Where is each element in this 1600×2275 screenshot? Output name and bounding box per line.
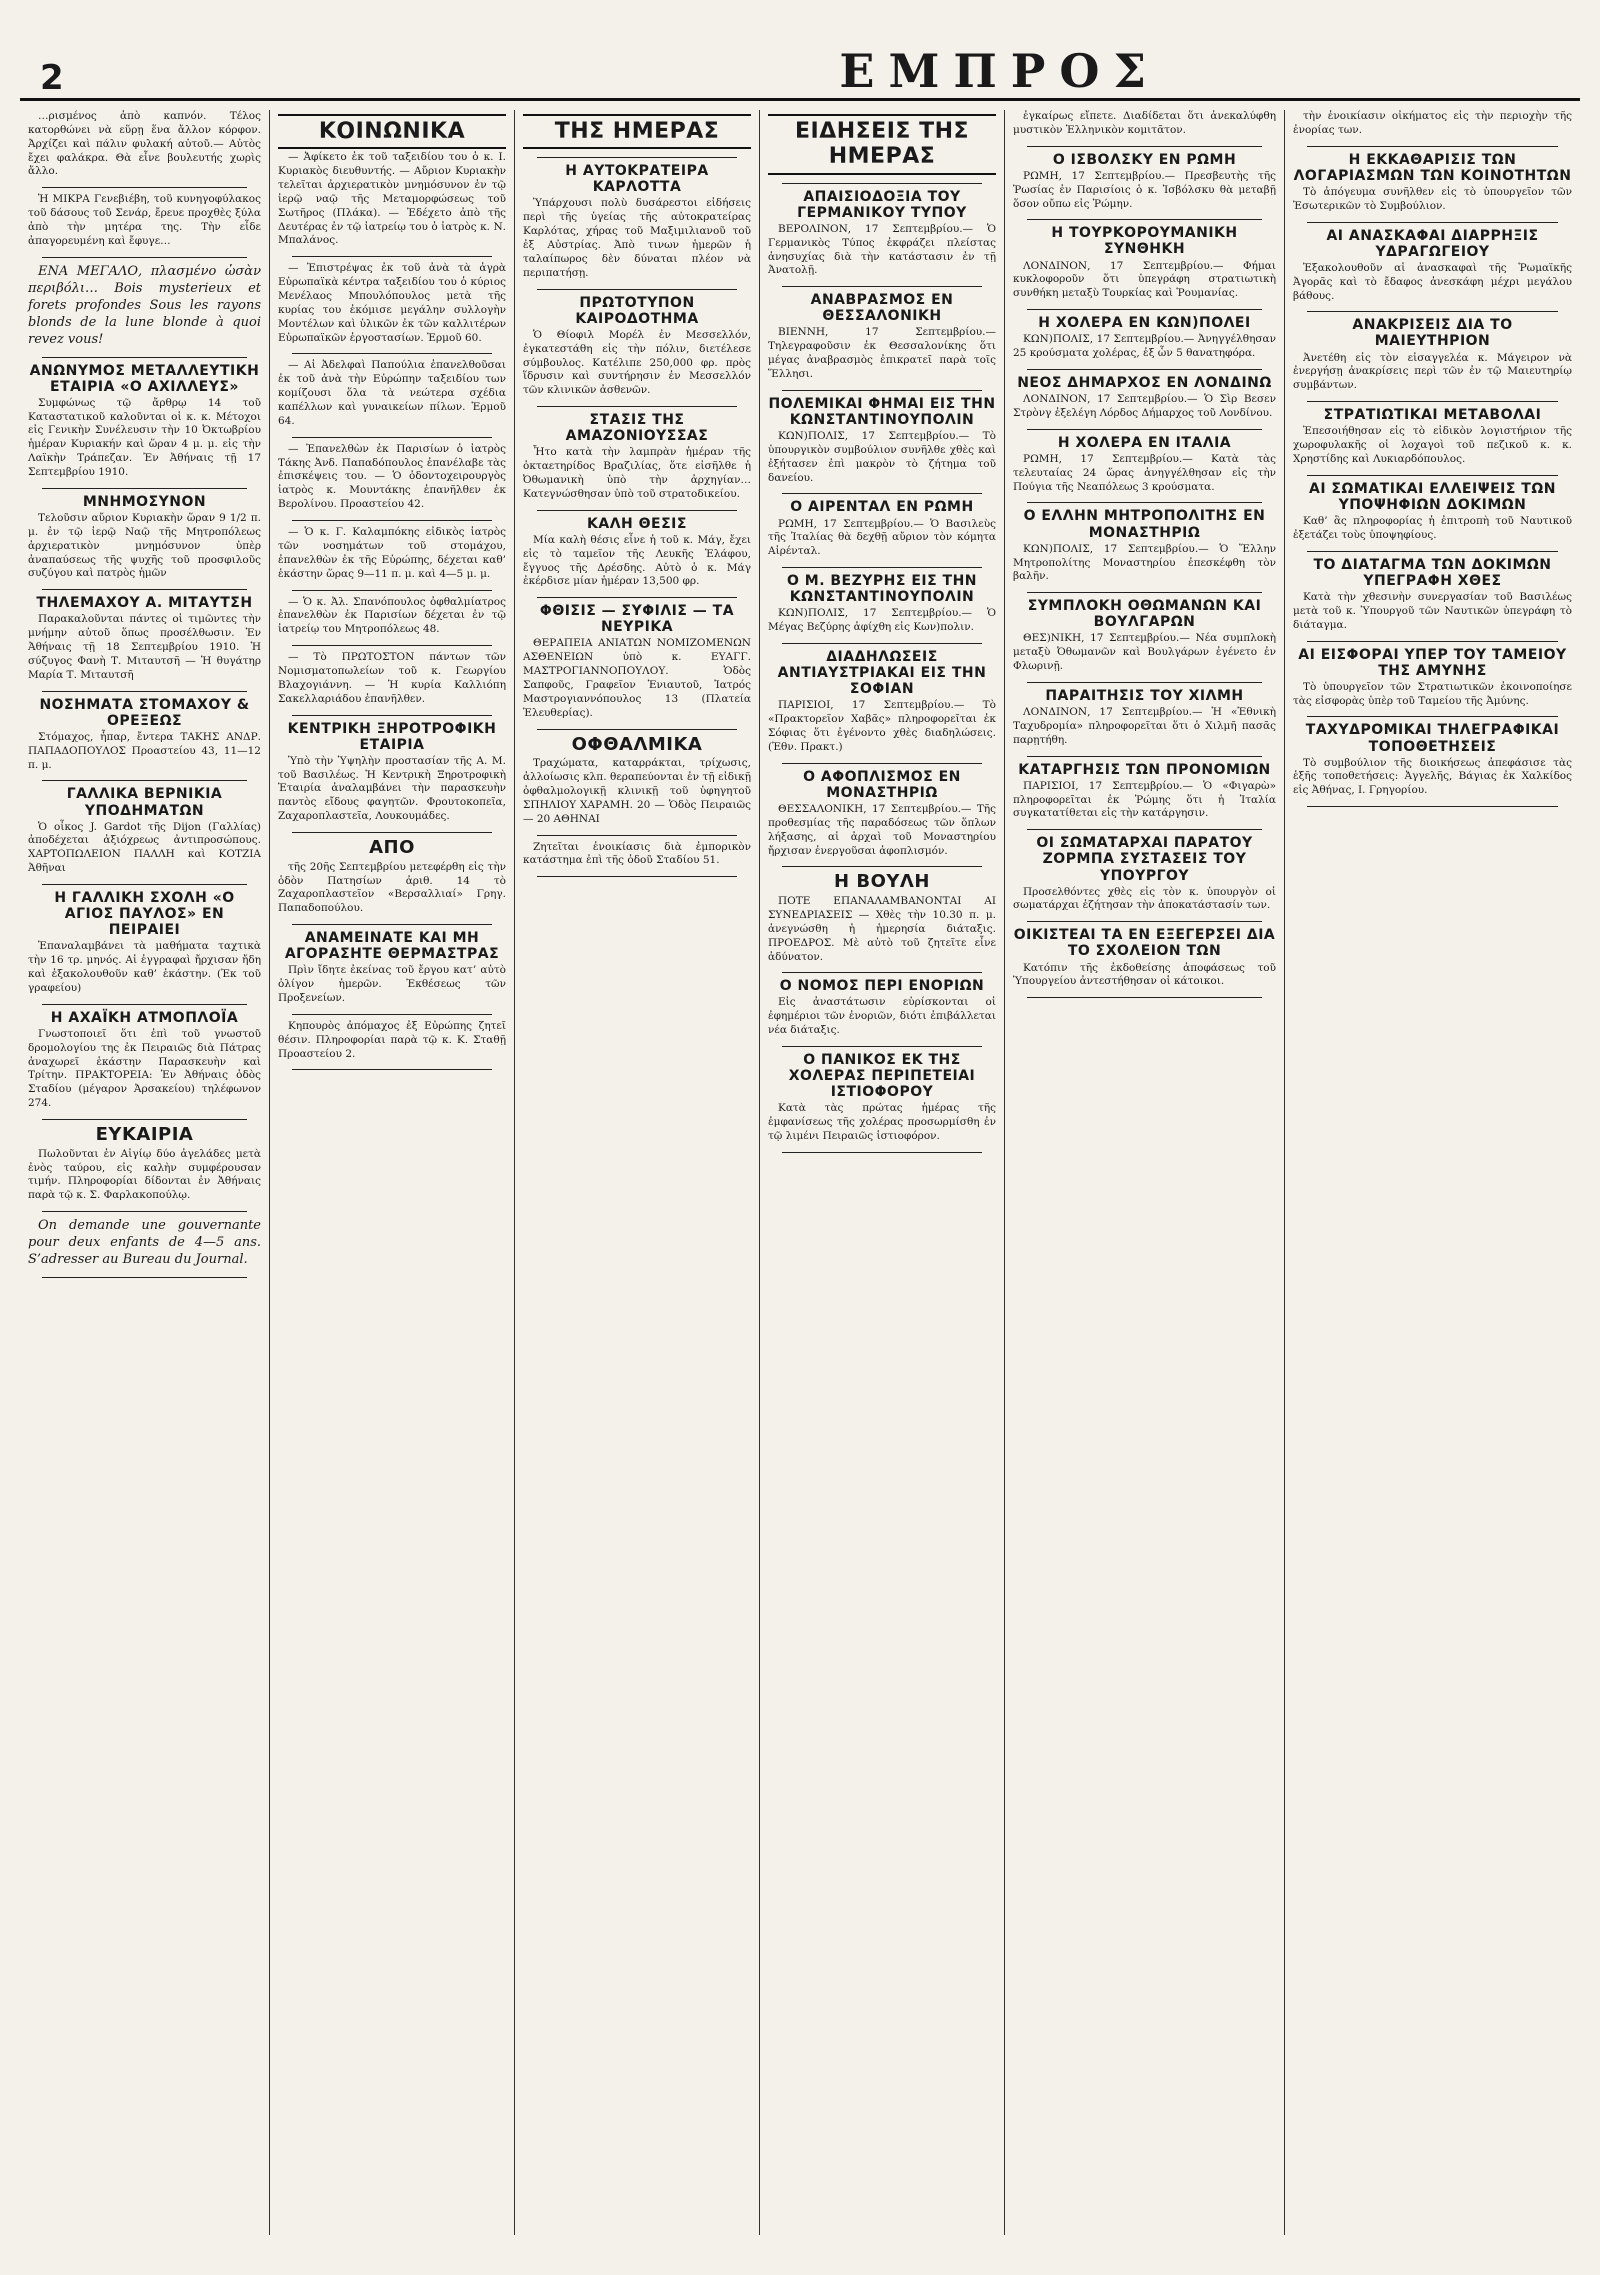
article-heading: ΣΥΜΠΛΟΚΗ ΟΘΩΜΑΝΩΝ ΚΑΙ ΒΟΥΛΓΑΡΩΝ bbox=[1027, 598, 1262, 631]
article-heading: ΟΙΚΙΣΤΕΑΙ ΤΑ ΕΝ ΕΞΕΓΕΡΣΕΙ ΔΙΑ ΤΟ ΣΧΟΛΕΙΟΝ ΤΩΝ bbox=[1013, 927, 1276, 960]
separator-rule bbox=[42, 691, 247, 692]
separator-rule bbox=[1027, 146, 1262, 147]
article-heading: ΓΑΛΛΙΚΑ ΒΕΡΝΙΚΙΑ ΥΠΟΔΗΜΑΤΩΝ bbox=[66, 786, 223, 819]
article-heading: Η ΑΥΤΟΚΡΑΤΕΙΡΑ ΚΑΡΛΟΤΤΑ bbox=[565, 163, 709, 196]
article-heading: Η ΤΟΥΡΚΟΡΟΥΜΑΝΙΚΗ ΣΥΝΘΗΚΗ bbox=[1051, 225, 1238, 258]
article-heading: Ο Μ. ΒΕΖΥΡΗΣ ΕΙΣ ΤΗΝ ΚΩΝΣΤΑΝΤΙΝΟΥΠΟΛΙΝ bbox=[786, 573, 978, 606]
separator-rule bbox=[42, 1004, 247, 1005]
separator-rule bbox=[292, 437, 492, 438]
article-heading: Η ΕΚΚΑΘΑΡΙΣΙΣ ΤΩΝ ΛΟΓΑΡΙΑΣΜΩΝ ΤΩΝ ΚΟΙΝΟΤΗΤΩΝ bbox=[1293, 151, 1572, 184]
separator-rule bbox=[782, 390, 982, 391]
article-heading: ΑΝΑΜΕΙΝΑΤΕ ΚΑΙ ΜΗ ΑΓΟΡΑΣΗΤΕ ΘΕΡΜΑΣΤΡΑΣ bbox=[284, 930, 500, 963]
separator-rule bbox=[537, 835, 737, 836]
article-text: — Ἐπιστρέψας ἐκ τοῦ ἀνὰ τὰ ἀγρὰ Εὐρωπαϊκὰ κέντρα ταξειδίου του ὁ κύριος Μενέλαος Μπουλόπουλος μετὰ τῆς κυρίας του ἐκόμισε μεγάλην συλλογὴν Μοντέλων καὶ ὑλικῶν ἐκ τῶν καλλιτέρων Εὐρωπαϊκῶν ἐργοστασίων. Ἑρμοῦ 60. bbox=[278, 262, 506, 344]
separator-rule bbox=[782, 643, 982, 644]
article-heading: Η ΒΟΥΛΗ bbox=[834, 871, 930, 893]
article-text: ΠΟΤΕ ΕΠΑΝΑΛΑΜΒΑΝΟΝΤΑΙ ΑΙ ΣΥΝΕΔΡΙΑΣΕΙΣ — Χθὲς τὴν 10.30 π. μ. ἀνεγνώσθη ἡ ἡμερησία διάταξις. ΠΡΟΕΔΡΟΣ. Μὲ αὐτὸ τοῦ ζητεῖτε εἶνε ἀδύνατον. bbox=[768, 895, 996, 963]
separator-rule bbox=[782, 183, 982, 184]
page-number: 2 bbox=[40, 58, 64, 98]
article-heading: Η ΧΟΛΕΡΑ ΕΝ ΚΩΝ)ΠΟΛΕΙ bbox=[1038, 315, 1251, 332]
article bbox=[1293, 557, 1572, 633]
article bbox=[523, 735, 751, 827]
separator-rule bbox=[42, 187, 247, 188]
separator-rule bbox=[1027, 756, 1262, 757]
article bbox=[278, 526, 506, 581]
separator-rule bbox=[292, 924, 492, 925]
article-text: Ἦτο κατὰ τὴν λαμπρὰν ἡμέραν τῆς ὀκταετηρίδος Βραζιλίας, ὅτε εἰσῆλθε ἡ Ὀθωμανικὴ ὑπὸ τὴν ἀρχηγίαν… Κατεγνώσθησαν ὑπὸ τοῦ στρατοδικείου. bbox=[523, 446, 751, 500]
article-text: …ρισμένος ἀπὸ καπνόν. Τέλος κατορθώνει νὰ εὕρῃ ἕνα ἄλλον κόρφον. Ἀρχίζει καὶ πάλιν φυλακή αὐτοῦ.— Αὐτὸς ἔχει φαλάκρα. Θὰ εἶνε βουλευτής χωρὶς ἄλλο. bbox=[28, 110, 261, 178]
article bbox=[1013, 152, 1276, 212]
article bbox=[1293, 647, 1572, 709]
article bbox=[28, 193, 261, 248]
separator-rule bbox=[782, 972, 982, 973]
article-text: Γνωστοποιεῖ ὅτι ἐπὶ τοῦ γνωστοῦ δρομολογίου της ἐκ Πειραιῶς διὰ Πάτρας ἀναχωρεῖ ἑκάστην Παρασκευὴν καὶ Τρίτην. ΠΡΑΚΤΟΡΕΙΑ: Ἐν Ἀθήναις ὁδὸς Σταδίου (μέγαρον Ἀρσακείου) τηλέφωνον 274. bbox=[28, 1027, 261, 1110]
separator-rule bbox=[1307, 222, 1558, 223]
column-2 bbox=[270, 110, 515, 2235]
article-text: ΒΙΕΝΝΗ, 17 Σεπτεμβρίου.— Τηλεγραφοῦσιν ἐκ Θεσσαλονίκης ὅτι μέγας ἀναβρασμὸς ἐπικρατεῖ παρὰ τοῖς Ἕλλησι. bbox=[768, 326, 996, 380]
article-text: Τὸ ὑπουργεῖον τῶν Στρατιωτικῶν ἐκοινοποίησε τὰς εἰσφορὰς ὑπὲρ τοῦ Ταμείου τῆς Ἀμύνης. bbox=[1293, 680, 1572, 707]
separator-rule bbox=[292, 590, 492, 591]
separator-rule bbox=[1027, 829, 1262, 830]
article-heading: Η ΧΟΛΕΡΑ ΕΝ ΙΤΑΛΙΑ bbox=[1057, 434, 1232, 451]
article-text: Συμφώνως τῷ ἄρθρῳ 14 τοῦ Καταστατικοῦ καλοῦνται οἱ κ. κ. Μέτοχοι εἰς Γενικὴν Συνέλευσιν τὴν 10 Ὀκτωβρίου ἡμέραν Κυριακήν καὶ ὥραν 4 μ. μ. εἰς τὴν Λαϊκὴν Τράπεζαν. Ἐν Ἀθήναις τῇ 17 Σεπτεμβρίου 1910. bbox=[28, 396, 261, 478]
newspaper-page bbox=[20, 20, 1580, 2235]
article-heading: Ο ΕΛΛΗΝ ΜΗΤΡΟΠΟΛΙΤΗΣ ΕΝ ΜΟΝΑΣΤΗΡΙΩ bbox=[1023, 508, 1266, 541]
article-heading: ΔΙΑΔΗΛΩΣΕΙΣ ΑΝΤΙΑΥΣΤΡΙΑΚΑΙ ΕΙΣ ΤΗΝ ΣΟΦΙΑΝ bbox=[777, 649, 987, 698]
separator-rule bbox=[42, 589, 247, 590]
article bbox=[1013, 598, 1276, 674]
article-text: ἐγκαίρως εἴπετε. Διαδίδεται ὅτι ἀνεκαλύφθη μυστικὸν Ἑλληνικὸν κομιτᾶτον. bbox=[1013, 110, 1276, 136]
separator-rule bbox=[1307, 146, 1558, 147]
article bbox=[278, 651, 506, 706]
article bbox=[278, 596, 506, 638]
article-heading: ΑΠΑΙΣΙΟΔΟΞΙΑ ΤΟΥ ΓΕΡΜΑΝΙΚΟΥ ΤΥΠΟΥ bbox=[797, 188, 967, 221]
article bbox=[278, 721, 506, 824]
article-text: ΠΑΡΙΣΙΟΙ, 17 Σεπτεμβρίου.— Τὸ «Πρακτορεῖον Χαβᾶς» πληροφορεῖται ἐκ Σόφιας ὅτι ἐγένοντο χθὲς διαδηλώσεις. (Ἐθν. Πρακτ.) bbox=[768, 699, 996, 753]
article-heading: ΑΙ ΣΩΜΑΤΙΚΑΙ ΕΛΛΕΙΨΕΙΣ ΤΩΝ ΥΠΟΨΗΦΙΩΝ ΔΟΚΙΜΩΝ bbox=[1309, 480, 1556, 513]
article-text: Ἐπαναλαμβάνει τὰ μαθήματα ταχτικὰ τὴν 16 τρ. μηνός. Αἱ ἐγγραφαὶ ἤρχισαν ἤδη καὶ ἐξακολουθοῦν καθ’ ἑκάστην. (Ἐκ τοῦ γραφείου) bbox=[28, 940, 261, 994]
article-text: ΚΩΝ)ΠΟΛΙΣ, 17 Σεπτεμβρίου.— Ἀνηγγέλθησαν 25 κρούσματα χολέρας, ἐξ ὧν 5 θανατηφόρα. bbox=[1013, 333, 1276, 360]
article-text: On demande une gouvernante pour deux enfants de 4—5 ans. S’adresser au Bureau du Journal. bbox=[28, 1218, 261, 1268]
article-heading: ΤΗΛΕΜΑΧΟΥ Α. ΜΙΤΑΥΤΣΗ bbox=[36, 595, 253, 612]
separator-rule bbox=[1027, 592, 1262, 593]
article-heading: Ο ΠΑΝΙΚΟΣ ΕΚ ΤΗΣ ΧΟΛΕΡΑΣ ΠΕΡΙΠΕΤΕΙΑΙ ΙΣΤΙΟΦΟΡΟΥ bbox=[788, 1052, 976, 1101]
separator-rule bbox=[1027, 369, 1262, 370]
separator-rule bbox=[292, 1069, 492, 1070]
article bbox=[28, 263, 261, 349]
separator-rule bbox=[1307, 641, 1558, 642]
article-text: Ζητεῖται ἐνοικίασις διὰ ἐμπορικὸν κατάστημα ἐπὶ τῆς ὁδοῦ Σταδίου 51. bbox=[523, 840, 751, 867]
separator-rule bbox=[782, 286, 982, 287]
article-text: Τὸ συμβούλιον τῆς διοικήσεως ἀπεφάσισε τὰς ἑξῆς τοποθετήσεις: Ἀγγελῆς, Βάγιας ἐκ Χαλκίδος εἰς Ἀθήνας, Ι. Γρηγορίου. bbox=[1293, 756, 1572, 797]
article bbox=[768, 189, 996, 279]
separator-rule bbox=[782, 567, 982, 568]
separator-rule bbox=[782, 1152, 982, 1153]
separator-rule bbox=[42, 780, 247, 781]
separator-rule bbox=[292, 256, 492, 257]
article-text: ΛΟΝΔΙΝΟΝ, 17 Σεπτεμβρίου.— Ἡ «Ἐθνικὴ Ταχυδρομία» πληροφορεῖται ὅτι ὁ Χιλμῆ πασᾶς παρῃτήθη. bbox=[1013, 706, 1276, 746]
article-heading: ΚΑΤΑΡΓΗΣΙΣ ΤΩΝ ΠΡΟΝΟΜΙΩΝ bbox=[1018, 761, 1271, 778]
article-heading: ΠΑΡΑΙΤΗΣΙΣ ΤΟΥ ΧΙΛΜΗ bbox=[1045, 687, 1244, 704]
separator-rule bbox=[42, 257, 247, 258]
article-heading: ΑΙ ΕΙΣΦΟΡΑΙ ΥΠΕΡ ΤΟΥ ΤΑΜΕΙΟΥ ΤΗΣ ΑΜΥΝΗΣ bbox=[1298, 646, 1567, 679]
article-text: — Τὸ ΠΡΩΤΟΣΤΟΝ πάντων τῶν Νομισματοπωλείων τοῦ κ. Γεωργίου Βλαχογιάννη. — Ἡ κυρία Καλλιόπη Σακελλαριάδου ἐπανῆλθεν. bbox=[278, 651, 506, 705]
article-text: Ἡ ΜΙΚΡΑ Γενεβιέβη, τοῦ κυνηγοφύλακος τοῦ δάσους τοῦ Σενάρ, ἔρευε προχθὲς ξύλα ἀπὸ τὴν μητέρα της. Τὴν εἶδε ἀπαγορευμένη καὶ ἔφυγε… bbox=[28, 193, 261, 247]
article-heading: ΦΘΙΣΙΣ — ΣΥΦΙΛΙΣ — ΤΑ ΝΕΥΡΙΚΑ bbox=[539, 603, 735, 636]
separator-rule bbox=[782, 1046, 982, 1047]
article-text: ΠΑΡΙΣΙΟΙ, 17 Σεπτεμβρίου.— Ὁ «Φιγαρὼ» πληροφορεῖται ἐκ Ῥώμης ὅτι ἡ Ἰταλία συγκατατίθεται εἰς τὴν κατάργησιν. bbox=[1013, 779, 1276, 820]
article-text: ΕΝΑ ΜΕΓΑΛΟ, πλασμένο ὡσὰν περιβόλι… Bois mysterieux et forets profondes Sous les rayons blonds de la lune blonde à quoi revez vous! bbox=[28, 263, 261, 348]
separator-rule bbox=[1027, 997, 1262, 998]
separator-rule bbox=[292, 1014, 492, 1015]
article bbox=[1013, 315, 1276, 361]
article-text: Πωλοῦνται ἐν Αἰγίῳ δύο ἀγελάδες μετὰ ἐνὸς ταύρου, εἰς καλὴν συμφέρουσαν τιμήν. Πληροφορίαι δίδονται ἐν Ἀθήναις παρὰ τῷ κ. Σ. Φαρλακοπούλῳ. bbox=[28, 1147, 261, 1202]
article bbox=[28, 1125, 261, 1203]
article-text: Ἀνετέθη εἰς τὸν εἰσαγγελέα κ. Μάγειρον νὰ ἐνεργήσῃ ἀνακρίσεις περὶ τῶν ἐν τῷ Μαιευτηρίῳ συμβάντων. bbox=[1293, 351, 1572, 392]
article bbox=[768, 114, 996, 175]
article-text: Ὁ οἶκος J. Gardot τῆς Dijon (Γαλλίας) ἀποδέχεται ἀξιόχρεως ἀντιπροσώπους. ΧΑΡΤΟΠΩΛΕΙΟΝ ΠΑΛΛΗ καὶ ΚΟΤΖΙΑ Ἀθῆναι bbox=[28, 820, 261, 875]
article bbox=[278, 114, 506, 248]
separator-rule bbox=[292, 353, 492, 354]
article bbox=[1013, 435, 1276, 495]
article-text: Ὑπάρχουσι πολὺ δυσάρεστοι εἰδήσεις περὶ τῆς ὑγείας τῆς αὐτοκρατείρας Καρλότας, χήρας τοῦ Μαξιμιλιανοῦ τοῦ ἐξ Αὐστρίας. Ἀπὸ τινων ἡμερῶν ἡ ταλαίπωρος δὲν δύναται πλέον νὰ περιπατήσῃ. bbox=[523, 197, 751, 279]
article-text: Εἰς ἀναστάτωσιν εὑρίσκονται οἱ ἐφημέριοι τῶν ἐνοριῶν, διότι ἐπιβάλλεται νέα διάταξις. bbox=[768, 996, 996, 1037]
separator-rule bbox=[292, 520, 492, 521]
article-heading: ΑΠΟ bbox=[369, 837, 415, 858]
article bbox=[278, 930, 506, 1006]
separator-rule bbox=[1307, 716, 1558, 717]
article-text: Τὸ ἀπόγευμα συνῆλθεν εἰς τὸ ὑπουργεῖον τῶν Ἐσωτερικῶν τὸ Συμβούλιον. bbox=[1293, 185, 1572, 212]
article bbox=[523, 841, 751, 869]
separator-rule bbox=[42, 1277, 247, 1278]
article-text: Προσελθόντες χθὲς εἰς τὸν κ. ὑπουργὸν οἱ σωματάρχαι ἐζήτησαν τὴν ἀποκατάστασίν των. bbox=[1013, 885, 1276, 912]
separator-rule bbox=[537, 289, 737, 290]
separator-rule bbox=[537, 510, 737, 511]
article-text: — Ἀφίκετο ἐκ τοῦ ταξειδίου του ὁ κ. Ι. Κυριακὸς διευθυντής. — Αὔριον Κυριακὴν τελεῖται ἀρχιερατικὸν μνημόσυνον ἐν τῷ ἱερῷ ναῷ τῆς Μεταμορφώσεως τοῦ Σωτῆρος (Πλάκα). — Ἐδέχετο ἀπὸ τῆς Δευτέρας ἐν τῷ ἰατρείῳ του ὁ ἰατρὸς κ. Ν. Μπαλάνος. bbox=[278, 151, 506, 247]
article-text: ΡΩΜΗ, 17 Σεπτεμβρίου.— Ὁ Βασιλεὺς τῆς Ἰταλίας θὰ δεχθῇ αὔριον τὸν κόμητα Αἰρένταλ. bbox=[768, 517, 996, 558]
article-heading: ΤΗΣ ΗΜΕΡΑΣ bbox=[523, 114, 751, 149]
article-heading: ΚΟΙΝΩΝΙΚΑ bbox=[278, 114, 506, 149]
article bbox=[28, 1010, 261, 1111]
article-heading: Ο ΑΙΡΕΝΤΑΛ ΕΝ ΡΩΜΗ bbox=[790, 499, 974, 516]
article-heading: ΑΝΑΒΡΑΣΜΟΣ ΕΝ ΘΕΣΣΑΛΟΝΙΚΗ bbox=[810, 292, 954, 325]
article-heading: ΟΦΘΑΛΜΙΚΑ bbox=[571, 733, 703, 755]
separator-rule bbox=[1027, 429, 1262, 430]
article bbox=[28, 363, 261, 480]
separator-rule bbox=[537, 729, 737, 730]
article-text: Καθ’ ἃς πληροφορίας ἡ ἐπιτροπὴ τοῦ Ναυτικοῦ ἐξετάζει τοὺς ὑποψηφίους. bbox=[1293, 515, 1572, 541]
separator-rule bbox=[1307, 311, 1558, 312]
article bbox=[1293, 110, 1572, 138]
article bbox=[28, 494, 261, 581]
article-text: Στόμαχος, ἧπαρ, ἔντερα ΤΑΚΗΣ ΑΝΔΡ. ΠΑΠΑΔΟΠΟΥΛΟΣ Προαστείου 43, 11—12 π. μ. bbox=[28, 730, 261, 771]
article-text: Ὑπὸ τὴν Ὑψηλὴν προστασίαν τῆς Α. Μ. τοῦ Βασιλέως. Ἡ Κεντρικὴ Ξηροτροφικὴ Ἑταιρία ἀναλαμβάνει τὴν παρασκευὴν παντὸς εἴδους φαγητῶν. Φρουτοκοπεῖα, Ζαχαροπλαστεῖα, Λουκουμάδες. bbox=[278, 754, 506, 823]
article-heading: ΝΟΣΗΜΑΤΑ ΣΤΟΜΑΧΟΥ & ΟΡΕΞΕΩΣ bbox=[39, 696, 250, 729]
article-text: ΒΕΡΟΛΙΝΟΝ, 17 Σεπτεμβρίου.— Ὁ Γερμανικὸς Τύπος ἐκφράζει πλείστας ἀνησυχίας διὰ τὴν κατάστασιν ἐν τῇ Ἀνατολῇ. bbox=[768, 222, 996, 277]
separator-rule bbox=[42, 1211, 247, 1212]
article-heading: ΠΡΩΤΟΤΥΠΟΝ ΚΑΙΡΟΔΟΤΗΜΑ bbox=[575, 294, 699, 327]
article-text: Παρακαλοῦνται πάντες οἱ τιμῶντες τὴν μνήμην αὐτοῦ ὅπως προσέλθωσιν. Ἐν Ἀθήναις τῇ 18 Σεπτεμβρίου 1910. Ἡ σύζυγος Φανὴ Τ. Μιταυτσῆ — Ἡ θυγάτηρ Μαρία Τ. Μιταυτσῆ bbox=[28, 613, 261, 681]
article-heading: ΠΟΛΕΜΙΚΑΙ ΦΗΜΑΙ ΕΙΣ ΤΗΝ ΚΩΝΣΤΑΝΤΙΝΟΥΠΟΛΙΝ bbox=[768, 395, 996, 428]
article bbox=[523, 114, 751, 149]
article-heading: Ο ΑΦΟΠΛΙΣΜΟΣ ΕΝ ΜΟΝΑΣΤΗΡΙΩ bbox=[803, 768, 961, 801]
article bbox=[523, 603, 751, 720]
article-text: Τελοῦσιν αὔριον Κυριακὴν ὥραν 9 1/2 π. μ. ἐν τῷ ἱερῷ Ναῷ τῆς Μητροπόλεως ἀρχιερατικὸν μνημόσυνον ὑπὲρ ἀναπαύσεως τῆς ψυχῆς τοῦ προσφιλοῦς συζύγου καὶ πατρὸς ἡμῶν bbox=[28, 511, 261, 580]
separator-rule bbox=[1307, 475, 1558, 476]
article bbox=[1293, 152, 1572, 214]
separator-rule bbox=[782, 866, 982, 867]
article-heading: ΑΝΩΝΥΜΟΣ ΜΕΤΑΛΛΕΥΤΙΚΗ ΕΤΑΙΡΙΑ «Ο ΑΧΙΛΛΕΥΣ» bbox=[29, 362, 260, 395]
article bbox=[28, 890, 261, 996]
article bbox=[523, 516, 751, 590]
article bbox=[278, 359, 506, 428]
article bbox=[278, 838, 506, 916]
article-heading: ΤΟ ΔΙΑΤΑΓΜΑ ΤΩΝ ΔΟΚΙΜΩΝ ΥΠΕΓΡΑΦΗ ΧΘΕΣ bbox=[1313, 556, 1552, 589]
article-text: Πρὶν ἴδητε ἐκείνας τοῦ ἔργου κατ’ αὐτὸ ὀλίγον ἡμερῶν. Ἐκθέσεως τῶν Προξενείων. bbox=[278, 964, 506, 1005]
separator-rule bbox=[537, 597, 737, 598]
article-heading: Η ΓΑΛΛΙΚΗ ΣΧΟΛΗ «Ο ΑΓΙΟΣ ΠΑΥΛΟΣ» ΕΝ ΠΕΙΡΑΙΕΙ bbox=[54, 890, 235, 939]
article bbox=[278, 262, 506, 345]
article-heading: ΕΥΚΑΙΡΙΑ bbox=[95, 1124, 194, 1145]
article bbox=[28, 595, 261, 682]
article-heading: ΑΙ ΑΝΑΣΚΑΦΑΙ ΔΙΑΡΡΗΞΙΣ ΥΔΡΑΓΩΓΕΙΟΥ bbox=[1326, 227, 1539, 260]
column-1 bbox=[20, 110, 270, 2235]
article bbox=[1013, 688, 1276, 748]
article-text: ΚΩΝ)ΠΟΛΙΣ, 17 Σεπτεμβρίου.— Ὁ Μέγας Βεζύρης ἀφίχθη εἰς Κων)πολιν. bbox=[768, 607, 996, 634]
article bbox=[768, 499, 996, 559]
article bbox=[768, 769, 996, 859]
article-text: ΡΩΜΗ, 17 Σεπτεμβρίου.— Πρεσβευτὴς τῆς Ῥωσίας ἐν Παρισίοις ὁ κ. Ἰσβόλσκυ θὰ μεταβῇ ὅσον οὔπω εἰς Ῥώμην. bbox=[1013, 169, 1276, 210]
column-4 bbox=[760, 110, 1005, 2235]
article bbox=[1013, 225, 1276, 301]
article-text: Κηπουρὸς ἀπόμαχος ἐξ Εὐρώπης ζητεῖ θέσιν. Πληροφορίαι παρὰ τῷ κ. Κ. Σταθῇ Προαστείου 2. bbox=[278, 1019, 506, 1060]
article-text: Τραχώματα, καταρράκται, τρίχωσις, ἀλλοίωσις κλπ. θεραπεύονται ἐν τῇ εἰδικῇ ὀφθαλμολογικῇ κλινικῇ τοῦ ὑφηγητοῦ ΣΠΗΛΙΟΥ ΧΑΡΑΜΗ. 20 — Ὁδὸς Πειραιῶς — 20 ΑΘΗΝΑΙ bbox=[523, 757, 751, 825]
article-heading: ΕΙΔΗΣΕΙΣ ΤΗΣ ΗΜΕΡΑΣ bbox=[768, 114, 996, 175]
article-text: — Αἱ Ἀδελφαὶ Παπούλια ἐπανελθοῦσαι ἐκ τοῦ ἀνὰ τὴν Εὐρώπην ταξειδίου των κομίζουσι ὅλα τὰ νεώτερα σχέδια καπέλλων καὶ γυναικείων πίλων. Ἑρμοῦ 64. bbox=[278, 359, 506, 427]
article bbox=[768, 1052, 996, 1144]
article-text: — Ὁ κ. Γ. Καλαμπόκης εἰδικὸς ἰατρὸς τῶν νοσημάτων τοῦ στομάχου, ἐπανελθὼν ἐκ τῆς Εὐρώπης, δέχεται καθ’ ἑκάστην ὥρας 9—11 π. μ. καὶ 4—5 μ. μ. bbox=[278, 526, 506, 580]
article bbox=[1013, 762, 1276, 822]
article-text: ΛΟΝΔΙΝΟΝ, 17 Σεπτεμβρίου.— Ὁ Σὶρ Βεσεν Στρὸνγ ἐξελέγη Λόρδος Δήμαρχος τοῦ Λονδίνου. bbox=[1013, 393, 1276, 419]
article bbox=[28, 697, 261, 773]
separator-rule bbox=[1027, 921, 1262, 922]
separator-rule bbox=[782, 493, 982, 494]
article-text: — Ὁ κ. Ἀλ. Σπανόπουλος ὀφθαλμίατρος ἐπανελθὼν ἐκ Παρισίων δέχεται ἐν τῷ ἰατρείῳ του Μητροπόλεως 48. bbox=[278, 595, 506, 636]
article bbox=[1013, 110, 1276, 138]
article bbox=[1013, 835, 1276, 913]
article-heading: ΝΕΟΣ ΔΗΜΑΡΧΟΣ ΕΝ ΛΟΝΔΙΝΩ bbox=[1017, 374, 1272, 391]
article-heading: ΑΝΑΚΡΙΣΕΙΣ ΔΙΑ ΤΟ ΜΑΙΕΥΤΗΡΙΟΝ bbox=[1352, 317, 1513, 350]
article bbox=[28, 110, 261, 179]
article bbox=[768, 978, 996, 1038]
article-text: ΡΩΜΗ, 17 Σεπτεμβρίου.— Κατὰ τὰς τελευταίας 24 ὥρας ἀνηγγέλθησαν εἰς τὴν Πούγια τῆς Νεαπόλεως 3 κρούσματα. bbox=[1013, 452, 1276, 493]
separator-rule bbox=[42, 884, 247, 885]
separator-rule bbox=[1027, 219, 1262, 220]
column-6 bbox=[1285, 110, 1580, 2235]
article-text: τὴν ἐνοικίασιν οἰκήματος εἰς τὴν περιοχὴν τῆς ἐνορίας των. bbox=[1293, 110, 1572, 136]
article bbox=[1293, 407, 1572, 467]
separator-rule bbox=[292, 645, 492, 646]
article-heading: ΣΤΑΣΙΣ ΤΗΣ ΑΜΑΖΟΝΙΟΥΣΣΑΣ bbox=[565, 412, 709, 445]
masthead bbox=[20, 20, 1580, 101]
article-heading: Ο ΝΟΜΟΣ ΠΕΡΙ ΕΝΟΡΙΩΝ bbox=[779, 978, 985, 995]
article-heading: Η ΑΧΑΪΚΗ ΑΤΜΟΠΛΟΪΑ bbox=[50, 1009, 239, 1026]
article-text: Κατὰ τὰς πρώτας ἡμέρας τῆς ἐμφανίσεως τῆς χολέρας προσωρμίσθη ἐν τῷ λιμένι Πειραιῶς ἱστιοφόρον. bbox=[768, 1102, 996, 1143]
article bbox=[278, 1020, 506, 1062]
article bbox=[1293, 722, 1572, 798]
article-heading: ΟΙ ΣΩΜΑΤΑΡΧΑΙ ΠΑΡΑΤΟΥ ΖΟΡΜΠΑ ΣΥΣΤΑΣΕΙΣ ΤΟΥ ΥΠΟΥΡΓΟΥ bbox=[1036, 835, 1253, 884]
article-text: τῆς 20ῆς Σεπτεμβρίου μετεφέρθη εἰς τὴν ὁδὸν Πατησίων ἀριθ. 14 τὸ Ζαχαροπλαστεῖον «Βερσαλλιαί» Γρηγ. Παπαδοπούλου. bbox=[278, 860, 506, 915]
article bbox=[768, 649, 996, 755]
article bbox=[1013, 927, 1276, 989]
article-text: Κατόπιν τῆς ἐκδοθείσης ἀποφάσεως τοῦ Ὑπουργείου ἀντεστήθησαν οἱ κάτοικοι. bbox=[1013, 961, 1276, 988]
article bbox=[768, 396, 996, 486]
separator-rule bbox=[1027, 502, 1262, 503]
article bbox=[1293, 317, 1572, 393]
article bbox=[523, 412, 751, 502]
article-text: Μία καλὴ θέσις εἶνε ἡ τοῦ κ. Μάγ, ἔχει εἰς τὸ ταμεῖον τῆς Λευκῆς Ἑλάφου, ἔγγυος τῆς Δρέσδης. Αὐτὸ ὁ κ. Μάγ ἐκέρδισε μίαν ἡμέραν 13,500 φρ. bbox=[523, 533, 751, 588]
column-5 bbox=[1005, 110, 1285, 2235]
article bbox=[1293, 228, 1572, 304]
separator-rule bbox=[537, 406, 737, 407]
separator-rule bbox=[42, 488, 247, 489]
separator-rule bbox=[1307, 401, 1558, 402]
columns bbox=[20, 110, 1580, 2235]
separator-rule bbox=[1307, 806, 1558, 807]
article-text: Ὁ Θίοφιλ Μορέλ ἐν Μεσσελλόν, ἐγκατεστάθη εἰς τὴν πόλιν, διετέλεσε σύμβουλος. Κατέλιπε 250,000 φρ. πρὸς ἵδρυσιν καὶ συντήρησιν ἐν Μεσσελλόν τῶν κλινικῶν ἀσθενῶν. bbox=[523, 328, 751, 397]
paper-name: ΕΜΠΡΟΣ bbox=[839, 44, 1160, 98]
article-text: ΚΩΝ)ΠΟΛΙΣ, 17 Σεπτεμβρίου.— Τὸ ὑπουργικὸν συμβούλιον συνῆλθε χθὲς καὶ ἐξήτασεν ἐπὶ μακρὸν τὸ ζήτημα τοῦ δανείου. bbox=[768, 430, 996, 484]
article bbox=[768, 292, 996, 382]
article bbox=[523, 295, 751, 398]
article-heading: ΚΕΝΤΡΙΚΗ ΞΗΡΟΤΡΟΦΙΚΗ ΕΤΑΙΡΙΑ bbox=[287, 720, 497, 753]
article-heading: ΣΤΡΑΤΙΩΤΙΚΑΙ ΜΕΤΑΒΟΛΑΙ bbox=[1323, 407, 1542, 424]
article-text: Ἐξακολουθοῦν αἱ ἀνασκαφαὶ τῆς Ῥωμαϊκῆς Ἀγορᾶς καὶ τὸ ἔδαφος ἀνεσκάφη μέχρι μεγάλου βάθους. bbox=[1293, 261, 1572, 302]
column-3 bbox=[515, 110, 760, 2235]
separator-rule bbox=[1307, 551, 1558, 552]
article-heading: ΚΑΛΗ ΘΕΣΙΣ bbox=[587, 515, 687, 532]
article bbox=[523, 163, 751, 280]
article bbox=[768, 573, 996, 635]
article-text: ΘΕΣ)ΝΙΚΗ, 17 Σεπτεμβρίου.— Νέα συμπλοκὴ μεταξὺ Ὀθωμανῶν καὶ Βουλγάρων ἐγένετο ἐν Φλωρινῇ. bbox=[1013, 632, 1276, 673]
article-text: ΘΕΡΑΠΕΙΑ ΑΝΙΑΤΩΝ ΝΟΜΙΖΟΜΕΝΩΝ ΑΣΘΕΝΕΙΩΝ ὑπὸ κ. ΕΥΑΓΓ. ΜΑΣΤΡΟΓΙΑΝΝΟΠΟΥΛΟΥ. Ὁδὸς Σαπφοῦς, Γραφεῖον Ἐνιαυτοῦ, Ἰατρός Μαστρογιαννόπουλος 13 (Πλατεία Ἐλευθερίας). bbox=[523, 637, 751, 719]
article-heading: ΜΝΗΜΟΣΥΝΟΝ bbox=[82, 493, 207, 510]
separator-rule bbox=[292, 715, 492, 716]
separator-rule bbox=[537, 157, 737, 158]
article-heading: ΤΑΧΥΔΡΟΜΙΚΑΙ ΤΗΛΕΓΡΑΦΙΚΑΙ ΤΟΠΟΘΕΤΗΣΕΙΣ bbox=[1305, 722, 1560, 755]
article bbox=[768, 872, 996, 964]
article-text: Ἐπεσοιήθησαν εἰς τὸ εἰδικὸν λογιστήριον τῆς χωροφυλακῆς οἱ λοχαγοὶ τοῦ πεζικοῦ κ. κ. Χρηστίδης καὶ Λυκιαρδόπουλος. bbox=[1293, 425, 1572, 465]
article bbox=[1013, 375, 1276, 421]
separator-rule bbox=[782, 763, 982, 764]
article bbox=[28, 1217, 261, 1268]
article bbox=[278, 443, 506, 512]
separator-rule bbox=[42, 357, 247, 358]
article bbox=[28, 786, 261, 876]
article-heading: Ο ΙΣΒΟΛΣΚΥ ΕΝ ΡΩΜΗ bbox=[1052, 151, 1237, 168]
article-text: — Ἐπανελθὼν ἐκ Παρισίων ὁ ἰατρὸς Τάκης Ἀνδ. Παπαδόπουλος ἐπανέλαβε τὰς ἐπισκέψεις του. — Ὁ ὀδοντοχειρουργὸς ἰατρὸς κ. Μουντάκης ἐπανῆλθεν ἐκ Βερολίνου. Προαστείου 42. bbox=[278, 442, 506, 511]
separator-rule bbox=[292, 832, 492, 833]
article bbox=[1293, 481, 1572, 543]
separator-rule bbox=[537, 876, 737, 877]
separator-rule bbox=[1027, 309, 1262, 310]
article-text: ΛΟΝΔΙΝΟΝ, 17 Σεπτεμβρίου.— Φήμαι κυκλοφοροῦν ὅτι ὑπεγράφη στρατιωτικὴ συνθήκη μεταξὺ Τουρκίας καὶ Ῥουμανίας. bbox=[1013, 259, 1276, 300]
separator-rule bbox=[1027, 682, 1262, 683]
article-text: Κατὰ τὴν χθεσινὴν συνεργασίαν τοῦ Βασιλέως μετὰ τοῦ κ. Ὑπουργοῦ τῶν Ναυτικῶν ὑπεγράφη τὸ διάταγμα. bbox=[1293, 590, 1572, 631]
article bbox=[1013, 508, 1276, 584]
article-text: ΚΩΝ)ΠΟΛΙΣ, 17 Σεπτεμβρίου.— Ὁ Ἕλλην Μητροπολίτης Μοναστηρίου ἐπεσκέφθη τὸν βαλῆν. bbox=[1013, 542, 1276, 583]
article-text: ΘΕΣΣΑΛΟΝΙΚΗ, 17 Σεπτεμβρίου.— Τῆς προθεσμίας τῆς παραδόσεως τῶν ὅπλων λήξασης, αἱ ἀρχαὶ τοῦ Μοναστηρίου ἤρχισαν ἐνεργοῦσαι ἀφοπλισμόν. bbox=[768, 802, 996, 857]
separator-rule bbox=[42, 1119, 247, 1120]
